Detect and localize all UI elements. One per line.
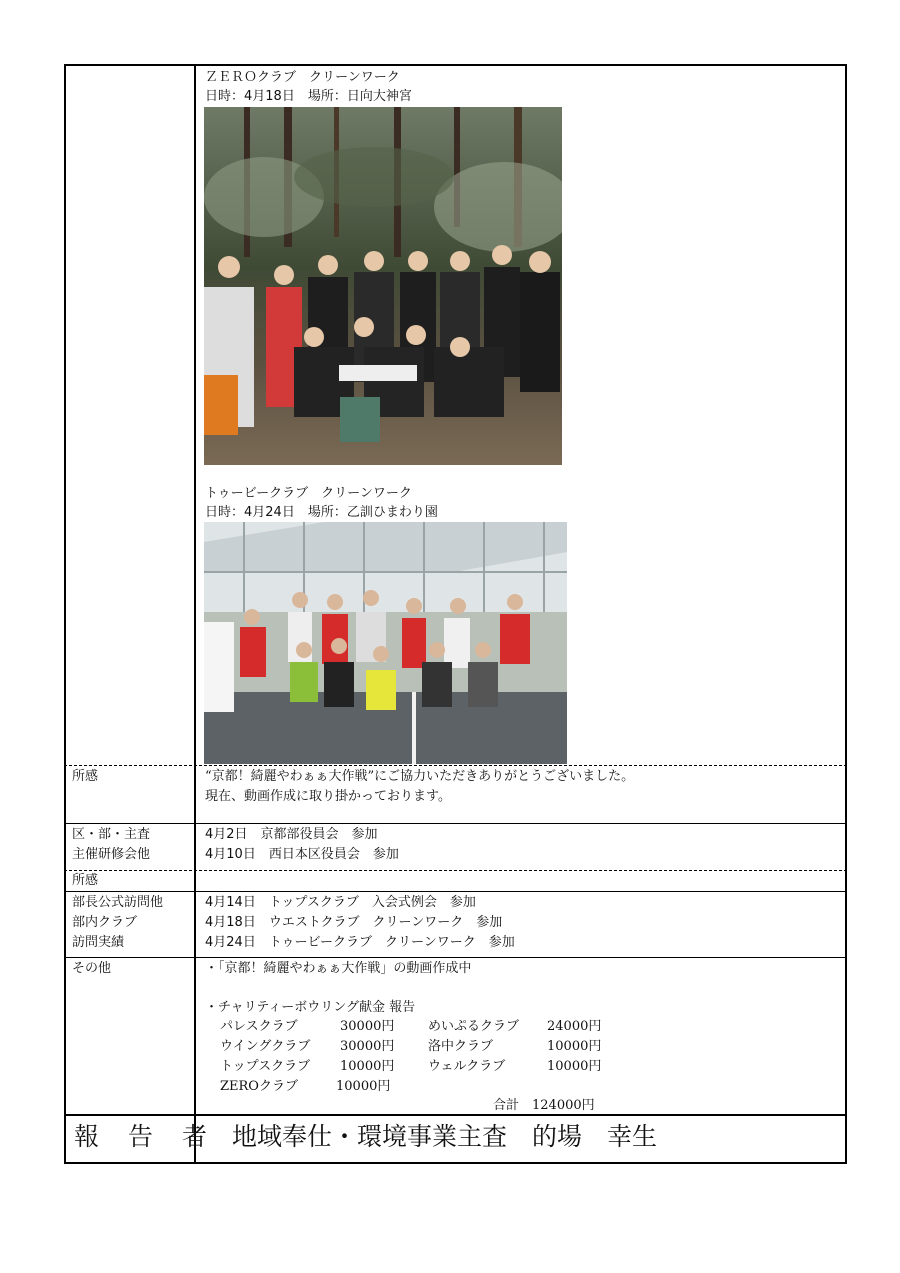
row-divider bbox=[64, 870, 847, 871]
donation-amount: 10000円 bbox=[336, 1079, 391, 1094]
row-divider bbox=[64, 1114, 847, 1116]
donation-amount: 24000円 bbox=[547, 1019, 602, 1034]
ward-label-line1: 区・部・主査 bbox=[72, 827, 151, 842]
donation-total: 合計 124000円 bbox=[493, 1098, 595, 1113]
row-divider bbox=[64, 765, 847, 766]
section1-date-place: 日時：4月18日 場所：日向大神宮 bbox=[205, 89, 412, 104]
visit-item: 4月14日 トップスクラブ 入会式例会 参加 bbox=[205, 895, 476, 910]
donation-club: 洛中クラブ bbox=[428, 1039, 494, 1054]
donation-club: ウェルクラブ bbox=[428, 1059, 506, 1074]
donation-club: ウイングクラブ bbox=[220, 1039, 311, 1054]
visits-label-line2: 部内クラブ bbox=[72, 915, 138, 930]
other-line2: ・チャリティーボウリング献金 報告 bbox=[205, 1000, 416, 1015]
row-divider bbox=[64, 957, 847, 958]
visits-label-line1: 部長公式訪問他 bbox=[72, 895, 164, 910]
ward-label-line2: 主催研修会他 bbox=[72, 847, 151, 862]
impressions-label: 所感 bbox=[72, 769, 99, 784]
visits-label-line3: 訪問実績 bbox=[72, 935, 125, 950]
donation-amount: 30000円 bbox=[340, 1039, 395, 1054]
donation-amount: 10000円 bbox=[547, 1039, 602, 1054]
donation-amount: 30000円 bbox=[340, 1019, 395, 1034]
column-divider bbox=[194, 64, 196, 1164]
visit-item: 4月18日 ウエストクラブ クリーンワーク 参加 bbox=[205, 915, 503, 930]
group-photo-forest-icon bbox=[204, 107, 562, 465]
ward-item: 4月10日 西日本区役員会 参加 bbox=[205, 847, 399, 862]
section2-date-place: 日時：4月24日 場所：乙訓ひまわり園 bbox=[205, 505, 438, 520]
impressions-line2: 現在、動画作成に取り掛かっております。 bbox=[205, 789, 451, 804]
other-label: その他 bbox=[72, 961, 112, 976]
donation-amount: 10000円 bbox=[340, 1059, 395, 1074]
donation-amount: 10000円 bbox=[547, 1059, 602, 1074]
other-line1: ・「京都！綺麗やわぁぁ大作戦」の動画作成中 bbox=[205, 961, 472, 976]
impressions-line1: “京都！綺麗やわぁぁ大作戦”にご協力いただきありがとうございました。 bbox=[205, 769, 635, 784]
reporter-name: 地域奉仕・環境事業主査 的場 幸生 bbox=[232, 1122, 658, 1151]
donation-club: ZEROクラブ bbox=[220, 1079, 298, 1094]
donation-club: トップスクラブ bbox=[220, 1059, 311, 1074]
group-photo-greenhouse-icon bbox=[204, 522, 567, 764]
reporter-label: 報 告 者 bbox=[74, 1122, 210, 1151]
row-divider bbox=[64, 823, 847, 824]
donation-club: めいぷるクラブ bbox=[428, 1019, 520, 1034]
row-divider bbox=[64, 891, 847, 892]
section1-title: ＺＥＲＯクラブ クリーンワーク bbox=[205, 70, 400, 85]
donation-club: パレスクラブ bbox=[220, 1019, 298, 1034]
ward-item: 4月2日 京都部役員会 参加 bbox=[205, 827, 378, 842]
section2-title: トゥービークラブ クリーンワーク bbox=[205, 486, 412, 501]
visit-item: 4月24日 トゥービークラブ クリーンワーク 参加 bbox=[205, 935, 515, 950]
impressions2-label: 所感 bbox=[72, 873, 99, 888]
